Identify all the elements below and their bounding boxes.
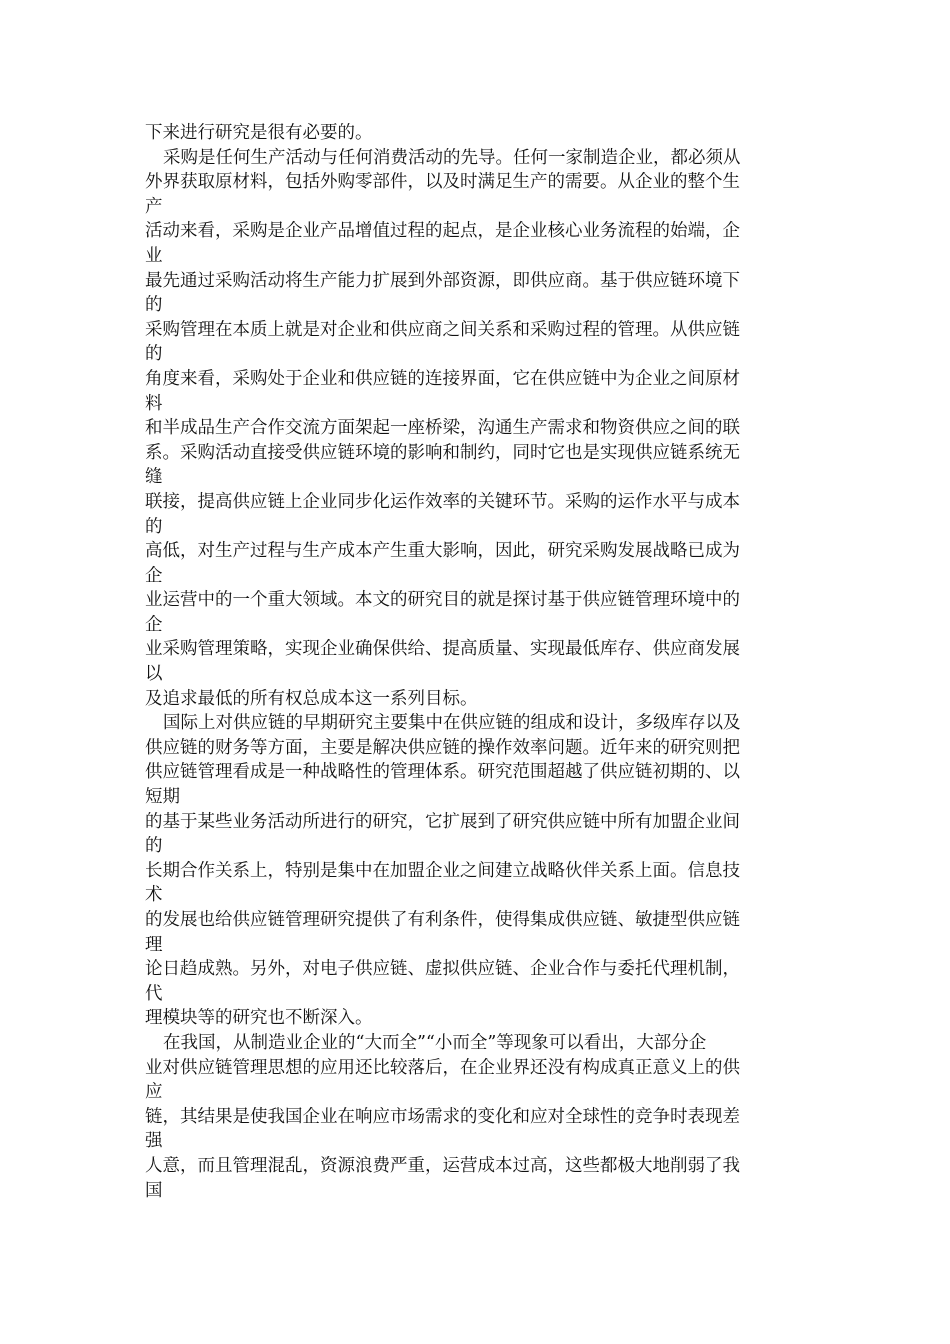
text-line: 强 [145, 1131, 163, 1152]
text-line: 代 [145, 983, 163, 1004]
text-line: 采购是任何生产活动与任何消费活动的先导。任何一家制造企业，都必须从 [163, 147, 741, 168]
text-line: 角度来看，采购处于企业和供应链的连接界面，它在供应链中为企业之间原材 [145, 368, 740, 389]
text-line: 人意，而且管理混乱，资源浪费严重，运营成本过高，这些都极大地削弱了我 [145, 1155, 740, 1176]
text-line: 以 [145, 664, 163, 685]
text-line: 产 [145, 196, 163, 217]
text-line: 术 [145, 885, 163, 906]
text-line: 和半成品生产合作交流方面架起一座桥梁，沟通生产需求和物资供应之间的联 [145, 418, 740, 439]
text-line: 的 [145, 516, 163, 537]
text-line: 系。采购活动直接受供应链环境的影响和制约，同时它也是实现供应链系统无 [145, 442, 740, 463]
text-line: 在我国，从制造业企业的“大而全”“小而全”等现象可以看出，大部分企 [163, 1032, 707, 1053]
text-line: 业对供应链管理思想的应用还比较落后，在企业界还没有构成真正意义上的供 [145, 1057, 740, 1078]
text-line: 联接，提高供应链上企业同步化运作效率的关键环节。采购的运作水平与成本 [145, 491, 740, 512]
body-text [145, 121, 825, 1203]
text-line: 业 [145, 245, 163, 266]
text-line: 最先通过采购活动将生产能力扩展到外部资源，即供应商。基于供应链环境下 [145, 270, 740, 291]
text-line: 企 [145, 565, 163, 586]
text-line: 的发展也给供应链管理研究提供了有利条件，使得集成供应链、敏捷型供应链 [145, 910, 740, 930]
text-line: 采购管理在本质上就是对企业和供应商之间关系和采购过程的管理。从供应链 [145, 319, 740, 340]
text-line: 理模块等的研究也不断深入。 [145, 1008, 373, 1029]
text-line: 下来进行研究是很有必要的。 [145, 123, 373, 143]
text-line: 的 [145, 295, 163, 316]
text-line: 供应链管理看成是一种战略性的管理体系。研究范围超越了供应链初期的、以 [145, 762, 740, 783]
text-line: 国 [145, 1180, 163, 1201]
text-line: 长期合作关系上，特别是集中在加盟企业之间建立战略伙伴关系上面。信息技 [145, 860, 740, 881]
text-line: 的基于某些业务活动所进行的研究，它扩展到了研究供应链中所有加盟企业间 [145, 811, 740, 832]
text-line: 业采购管理策略，实现企业确保供给、提高质量、实现最低库存、供应商发展 [145, 639, 740, 660]
text-line: 应 [145, 1082, 163, 1103]
text-line: 缝 [145, 467, 163, 488]
text-line: 链，其结果是使我国企业在响应市场需求的变化和应对全球性的竞争时表现差 [145, 1106, 740, 1127]
text-line: 的 [145, 344, 163, 365]
text-line: 活动来看，采购是企业产品增值过程的起点，是企业核心业务流程的始端，企 [145, 221, 740, 242]
text-line: 国际上对供应链的早期研究主要集中在供应链的组成和设计，多级库存以及 [163, 713, 741, 734]
text-line: 的 [145, 836, 163, 857]
text-line: 高低，对生产过程与生产成本产生重大影响，因此，研究采购发展战略已成为 [145, 541, 740, 562]
text-line: 短期 [145, 787, 180, 808]
text-line: 理 [145, 934, 163, 955]
text-line: 企 [145, 614, 163, 635]
text-line: 业运营中的一个重大领域。本文的研究目的就是探讨基于供应链管理环境中的 [145, 590, 740, 611]
text-line: 料 [145, 393, 163, 414]
text-line: 及追求最低的所有权总成本这一系列目标。 [145, 688, 478, 709]
text-line: 论日趋成熟。另外，对电子供应链、虚拟供应链、企业合作与委托代理机制， [145, 959, 740, 980]
text-line: 外界获取原材料，包括外购零部件，以及时满足生产的需要。从企业的整个生 [145, 172, 740, 193]
text-line: 供应链的财务等方面，主要是解决供应链的操作效率问题。近年来的研究则把 [145, 737, 740, 758]
